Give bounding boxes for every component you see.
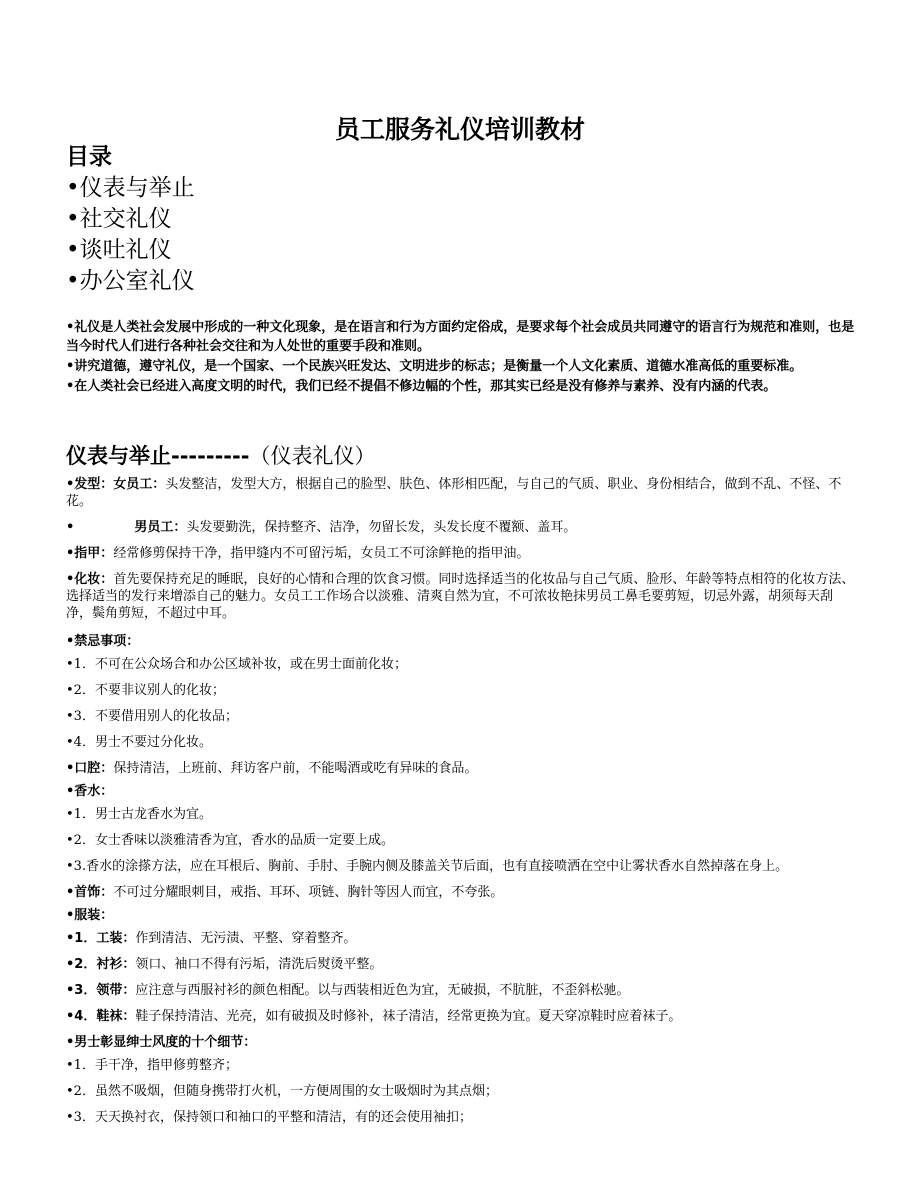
nail-text: 经常修剪保持干净，指甲缝内不可留污垢，女员工不可涂鲜艳的指甲油。 xyxy=(113,546,530,561)
clothing-item-text: 应注意与西服衬衫的颜色相配。以与西装相近色为宜，无破损，不肮脏，不歪斜松驰。 xyxy=(135,983,630,998)
list-item: •1．男士古龙香水为宜。 xyxy=(66,807,212,822)
list-item: •2．虽然不吸烟，但随身携带打火机，一方便周围的女士吸烟时为其点烟； xyxy=(66,1084,498,1099)
list-item: •1．手干净，指甲修剪整齐； xyxy=(66,1058,238,1073)
intro-paragraph: •讲究道德，遵守礼仪，是一个国家、一个民族兴旺发达、文明进步的标志；是衡量一个人文化素质、道德水准高低的重要标准。 xyxy=(66,359,803,374)
clothing-heading xyxy=(66,907,858,924)
hair-male-label: 男员工： xyxy=(134,520,187,535)
list-item xyxy=(66,1008,858,1025)
perfume-heading xyxy=(66,783,858,800)
section-body xyxy=(66,476,858,1135)
section-heading-subtitle: （仪表礼仪） xyxy=(249,444,376,468)
jewelry-paragraph xyxy=(66,884,858,901)
hair-text: 头发整洁，发型大方，根据自己的脸型、肤色、体形相匹配，与自己的气质、职业、身份相结合，做到不乱、不怪、不花。 xyxy=(66,477,842,509)
hair-paragraph xyxy=(66,476,858,510)
toc-item: •社交礼仪 xyxy=(66,206,172,232)
list-item xyxy=(66,956,858,973)
intro-section xyxy=(66,318,856,397)
section-heading xyxy=(66,440,375,470)
list-item: •1．不可在公众场合和办公区域补妆，或在男士面前化妆； xyxy=(66,657,407,672)
hair-male-paragraph xyxy=(66,519,858,536)
nail-paragraph xyxy=(66,545,858,562)
intro-paragraph: •礼仪是人类社会发展中形成的一种文化现象，是在语言和行为方面约定俗成，是要求每个社会成员共同遵守的语言行为规范和准则，也是当今时代人们进行各种社会交往和为人处世的重要手段和准则。 xyxy=(66,320,855,354)
hair-male-bullet: • xyxy=(66,520,75,535)
clothing-item-label: •3．领带： xyxy=(66,983,136,998)
perfume-label: •香水： xyxy=(66,784,114,799)
section-heading-text: 仪表与举止--------- xyxy=(66,444,250,468)
list-item: •2．女士香味以淡雅清香为宜，香水的品质一定要上成。 xyxy=(66,833,394,848)
clothing-item-text: 鞋子保持清洁、光亮，如有破损及时修补，袜子清洁，经常更换为宜。夏天穿凉鞋时应着袜子。 xyxy=(135,1009,682,1024)
list-item: •3．不要借用别人的化妆品； xyxy=(66,709,238,724)
clothing-item-label: •4．鞋袜： xyxy=(66,1009,136,1024)
intro-paragraph: •在人类社会已经进入高度文明的时代，我们已经不提倡不修边幅的个性，那其实已经是没有修养与素养、没有内涵的代表。 xyxy=(66,379,777,394)
makeup-label: •化妆： xyxy=(66,572,114,587)
list-item: •3．天天换衬衣，保持领口和袖口的平整和清洁，有的还会使用袖扣； xyxy=(66,1110,472,1125)
clothing-item-text: 作到清洁、无污渍、平整、穿着整齐。 xyxy=(135,931,357,946)
taboo-heading xyxy=(66,633,858,650)
clothing-item-label: •1．工装： xyxy=(66,931,136,946)
table-of-contents xyxy=(66,142,195,297)
taboo-label: •禁忌事项： xyxy=(66,634,140,649)
list-item xyxy=(66,930,858,947)
jewelry-label: •首饰： xyxy=(66,885,114,900)
hair-label: •发型：女员工： xyxy=(66,477,166,492)
list-item: •4．男士不要过分化妆。 xyxy=(66,735,212,750)
list-item: •3.香水的涂搽方法，应在耳根后、胸前、手肘、手腕内侧及膝盖关节后面，也有直接喷洒在空中让雾状香水自然掉落在身上。 xyxy=(66,859,789,874)
toc-item: •仪表与举止 xyxy=(66,175,195,201)
mouth-label: •口腔： xyxy=(66,761,114,776)
list-item: •2．不要非议别人的化妆； xyxy=(66,683,225,698)
nail-label: •指甲： xyxy=(66,546,114,561)
clothing-item-label: •2．衬衫： xyxy=(66,957,136,972)
mouth-text: 保持清洁，上班前、拜访客户前，不能喝酒或吃有异味的食品。 xyxy=(113,761,478,776)
toc-heading: 目录 xyxy=(66,144,112,170)
toc-item: •谈吐礼仪 xyxy=(66,237,172,263)
gentleman-heading xyxy=(66,1034,858,1051)
makeup-paragraph xyxy=(66,571,858,622)
clothing-item-text: 领口、袖口不得有污垢，清洗后熨烫平整。 xyxy=(135,957,383,972)
document-title: 员工服务礼仪培训教材 xyxy=(334,115,585,144)
hair-male-text: 头发要勤洗，保持整齐、洁净，勿留长发，头发长度不覆额、盖耳。 xyxy=(186,520,577,535)
clothing-label: •服装： xyxy=(66,908,114,923)
gentleman-label: •男士彰显绅士风度的十个细节： xyxy=(66,1035,257,1050)
jewelry-text: 不可过分耀眼刺目，戒指、耳环、项链、胸针等因人而宜，不夸张。 xyxy=(113,885,504,900)
toc-item: •办公室礼仪 xyxy=(66,268,195,294)
list-item xyxy=(66,982,858,999)
mouth-paragraph xyxy=(66,760,858,777)
makeup-text: 首先要保持充足的睡眠，良好的心情和合理的饮食习惯。同时选择适当的化妆品与自己气质、脸形、年龄等特点相符的化妆方法、选择适当的发行来增添自己的魅力。女员工工作场合以淡雅、清爽自然为宜，不可浓妆艳抹男员工鼻毛要剪短，切忌外露，胡须每天刮净，鬓角剪短，不超过中耳。 xyxy=(66,572,855,621)
